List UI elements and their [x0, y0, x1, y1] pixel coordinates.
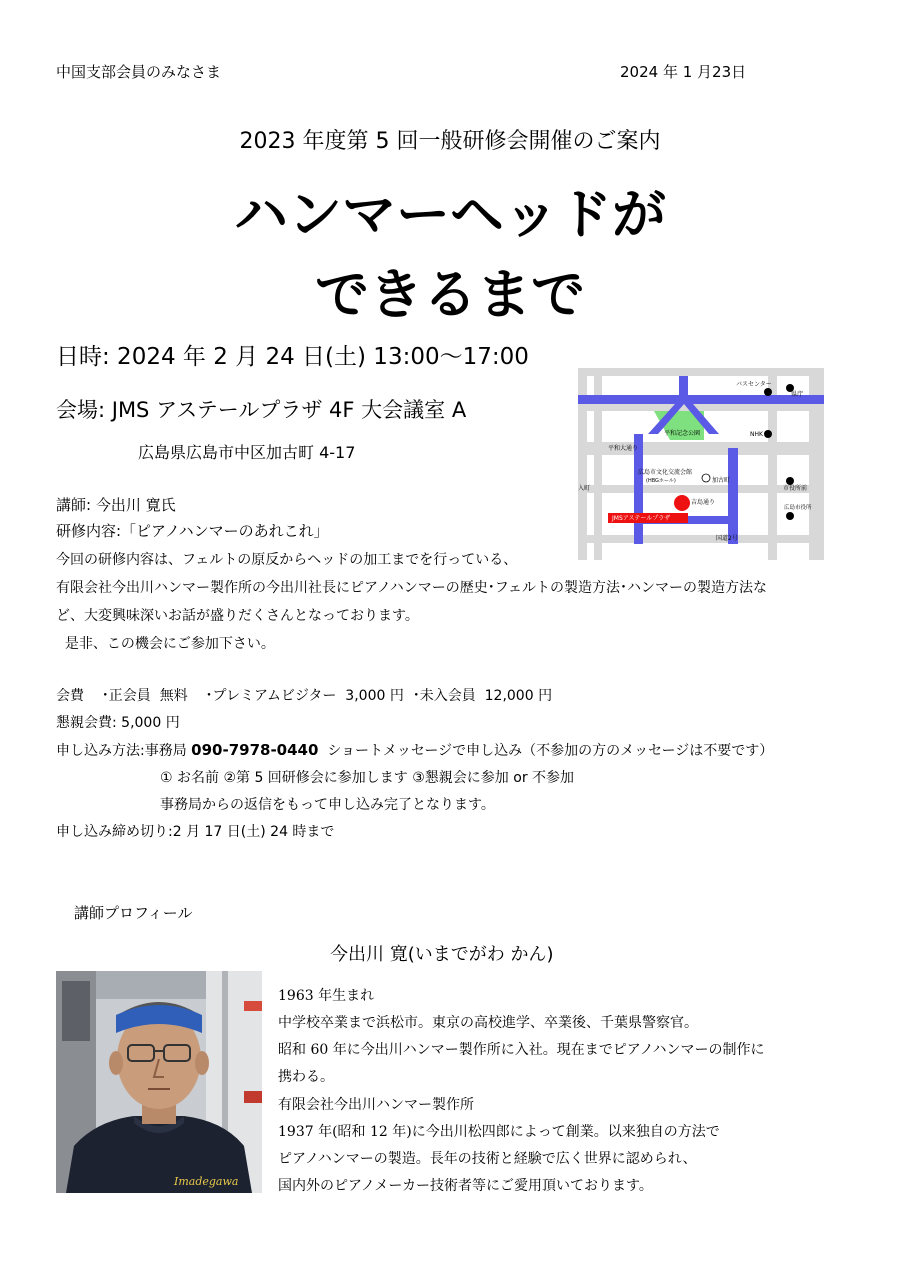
application-method	[56, 740, 773, 760]
main-title-line2: できるまで	[315, 263, 585, 326]
map-label-city-hall: 広島市役所	[784, 505, 812, 511]
profile-line: 国内外のピアノメーカー技術者等にご愛用頂いております。	[278, 1178, 653, 1194]
event-datetime: 日時: 2024 年 2 月 24 日(土) 13:00～17:00	[56, 344, 529, 370]
map-label-nhk: NHK	[750, 431, 763, 438]
description-line: 今回の研修内容は、フェルトの原反からヘッドの加工までを行っている、	[56, 552, 518, 568]
application-method-note: ショートメッセージで申し込み（不参加の方のメッセージは不要です）	[318, 743, 774, 759]
profile-line: ピアノハンマーの製造。長年の技術と経験で広く世界に認められ、	[278, 1151, 697, 1167]
map-label-yoshijima: 吉島通り	[691, 499, 716, 506]
map-label-bunka-hall: 広島市文化交流会館	[638, 469, 693, 476]
profile-line: 有限会社今出川ハンマー製作所	[278, 1097, 474, 1113]
map-label-venue: JMSアステールプラザ	[612, 515, 671, 522]
main-title-line1: ハンマーヘッドが	[234, 183, 666, 246]
application-deadline: 申し込み締め切り:2 月 17 日(土) 24 時まで	[56, 824, 335, 840]
profile-line: 中学校卒業まで浜松市。東京の高校進学、卒業後、千葉県警察官。	[278, 1015, 698, 1031]
profile-heading: 講師プロフィール	[74, 904, 193, 922]
map-label-heiwa-street: 平和大通り	[608, 445, 639, 452]
membership-fees: 会費 ･正会員 無料 ･プレミアムビジター 3,000 円 ･未入会員 12,000 円	[56, 688, 553, 704]
map-label-entrance: 入町	[578, 485, 591, 492]
profile-line: 1937 年(昭和 12 年)に今出川松四郎によって創業。以来独自の方法で	[278, 1124, 720, 1140]
map-marker-city-hall	[786, 512, 794, 520]
seminar-content: 研修内容:「ピアノハンマーのあれこれ」	[56, 522, 329, 540]
profile-line: 昭和 60 年に今出川ハンマー製作所に入社。現在までピアノハンマーの制作に	[278, 1042, 765, 1058]
map-label-peace-park: 平和記念公園	[664, 430, 701, 437]
profile-name: 今出川 寛(いまでがわ かん)	[330, 944, 554, 965]
shirt-text: Imadegawa	[174, 1175, 239, 1188]
application-items: ① お名前 ②第 5 回研修会に参加します ③懇親会に参加 or 不参加	[160, 770, 575, 786]
lecturer-photo	[56, 971, 262, 1193]
map-label-kako: 加古町	[712, 477, 731, 484]
application-confirm: 事務局からの返信をもって申し込み完了となります。	[160, 797, 495, 813]
description-line: 有限会社今出川ハンマー製作所の今出川社長にピアノハンマーの歴史･フェルトの製造方法･ハンマーの製造方法な	[56, 580, 768, 596]
description-line: ど、大変興味深いお話が盛りだくさんとなっております。	[56, 608, 419, 624]
map-label-pref-office: 県庁	[791, 391, 804, 398]
recipient: 中国支部会員のみなさま	[56, 63, 222, 81]
event-address: 広島県広島市中区加古町 4-17	[138, 443, 356, 462]
party-fee: 懇親会費: 5,000 円	[56, 715, 180, 731]
phone-number: 090-7978-0440	[191, 741, 319, 759]
profile-line: 1963 年生まれ	[278, 988, 375, 1004]
description-line: 是非、この機会にご参加下さい。	[56, 636, 275, 652]
subtitle: 2023 年度第 5 回一般研修会開催のご案内	[239, 129, 661, 154]
document-date: 2024 年 1 月23日	[620, 63, 747, 81]
access-map	[578, 368, 824, 560]
lecturer: 講師: 今出川 寛氏	[56, 496, 176, 514]
application-method-label: 申し込み方法:事務局	[56, 743, 192, 759]
map-label-bus-center: バスセンター	[736, 381, 772, 388]
map-marker-city-hall-front	[786, 477, 794, 485]
map-label-route2: 国道2号	[716, 535, 738, 542]
event-venue: 会場: JMS アステールプラザ 4F 大会議室 A	[56, 398, 467, 422]
map-marker-bus-center	[764, 388, 772, 396]
map-label-city-hall-front: 市役所前	[783, 485, 808, 492]
map-label-hbg-hall: (HBGホール)	[646, 478, 676, 484]
map-marker-nhk	[764, 430, 772, 438]
profile-line: 携わる。	[278, 1069, 334, 1085]
venue-marker	[674, 495, 690, 511]
